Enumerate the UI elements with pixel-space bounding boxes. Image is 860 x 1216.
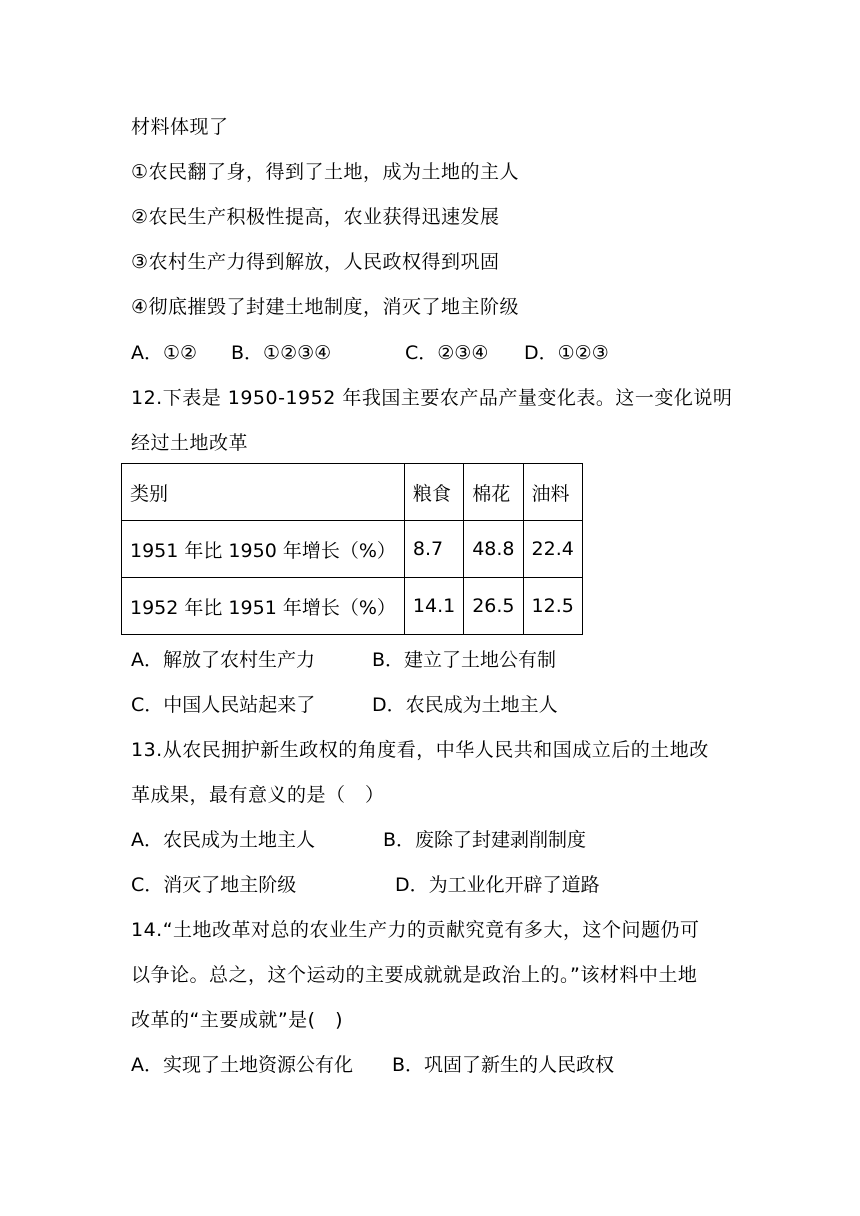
q12-stem-line1: 12.下表是 1950-1952 年我国主要农产品产量变化表。这一变化说明 xyxy=(131,387,733,409)
q11-item-1: ①农民翻了身，得到了土地，成为土地的主人 xyxy=(131,161,520,183)
q11-option-a: A．①② xyxy=(131,342,198,364)
q11-option-c: C．②③④ xyxy=(405,342,489,364)
q13-option-d: D．为工业化开辟了道路 xyxy=(395,874,600,896)
q14-stem-line1: 14.“土地改革对总的农业生产力的贡献究竟有多大，这个问题仍可 xyxy=(131,919,700,941)
table-cell: 12.5 xyxy=(523,578,582,635)
table-header-row xyxy=(122,464,583,521)
q12-option-a: A．解放了农村生产力 xyxy=(131,649,315,671)
q12-option-c: C．中国人民站起来了 xyxy=(131,694,316,716)
q12-option-d: D．农民成为土地主人 xyxy=(372,694,558,716)
q11-option-b: B．①②③④ xyxy=(231,342,332,364)
production-table xyxy=(121,463,583,635)
table-cell: 1952 年比 1951 年增长（%） xyxy=(122,578,405,635)
intro-text: 材料体现了 xyxy=(131,116,229,138)
table-header-cell: 类别 xyxy=(122,464,405,521)
table-row xyxy=(122,578,583,635)
q13-stem-line2: 革成果，最有意义的是（ ） xyxy=(131,784,385,806)
q11-item-3: ③农村生产力得到解放，人民政权得到巩固 xyxy=(131,251,500,273)
table-cell: 14.1 xyxy=(404,578,463,635)
table-header-cell: 粮食 xyxy=(404,464,463,521)
table-cell: 1951 年比 1950 年增长（%） xyxy=(122,521,405,578)
q14-option-b: B．巩固了新生的人民政权 xyxy=(392,1054,615,1076)
table-cell: 48.8 xyxy=(464,521,523,578)
table-header-cell: 油料 xyxy=(523,464,582,521)
q11-item-2: ②农民生产积极性提高，农业获得迅速发展 xyxy=(131,206,500,228)
table-cell: 8.7 xyxy=(404,521,463,578)
q14-stem-line3: 改革的“主要成就”是( ) xyxy=(131,1009,344,1031)
table-row xyxy=(122,521,583,578)
q13-stem-line1: 13.从农民拥护新生政权的角度看，中华人民共和国成立后的土地改 xyxy=(131,739,709,761)
q13-option-b: B．废除了封建剥削制度 xyxy=(383,829,587,851)
q11-item-4: ④彻底摧毁了封建土地制度，消灭了地主阶级 xyxy=(131,296,520,318)
q13-option-c: C．消灭了地主阶级 xyxy=(131,874,297,896)
q14-option-a: A．实现了土地资源公有化 xyxy=(131,1054,353,1076)
q11-option-d: D．①②③ xyxy=(524,342,609,364)
table-cell: 26.5 xyxy=(464,578,523,635)
table-cell: 22.4 xyxy=(523,521,582,578)
q14-stem-line2: 以争论。总之，这个运动的主要成就就是政治上的。”该材料中土地 xyxy=(131,964,698,986)
q12-option-b: B．建立了土地公有制 xyxy=(372,649,557,671)
q12-stem-line2: 经过土地改革 xyxy=(131,432,249,454)
table-header-cell: 棉花 xyxy=(464,464,523,521)
q13-option-a: A．农民成为土地主人 xyxy=(131,829,315,851)
